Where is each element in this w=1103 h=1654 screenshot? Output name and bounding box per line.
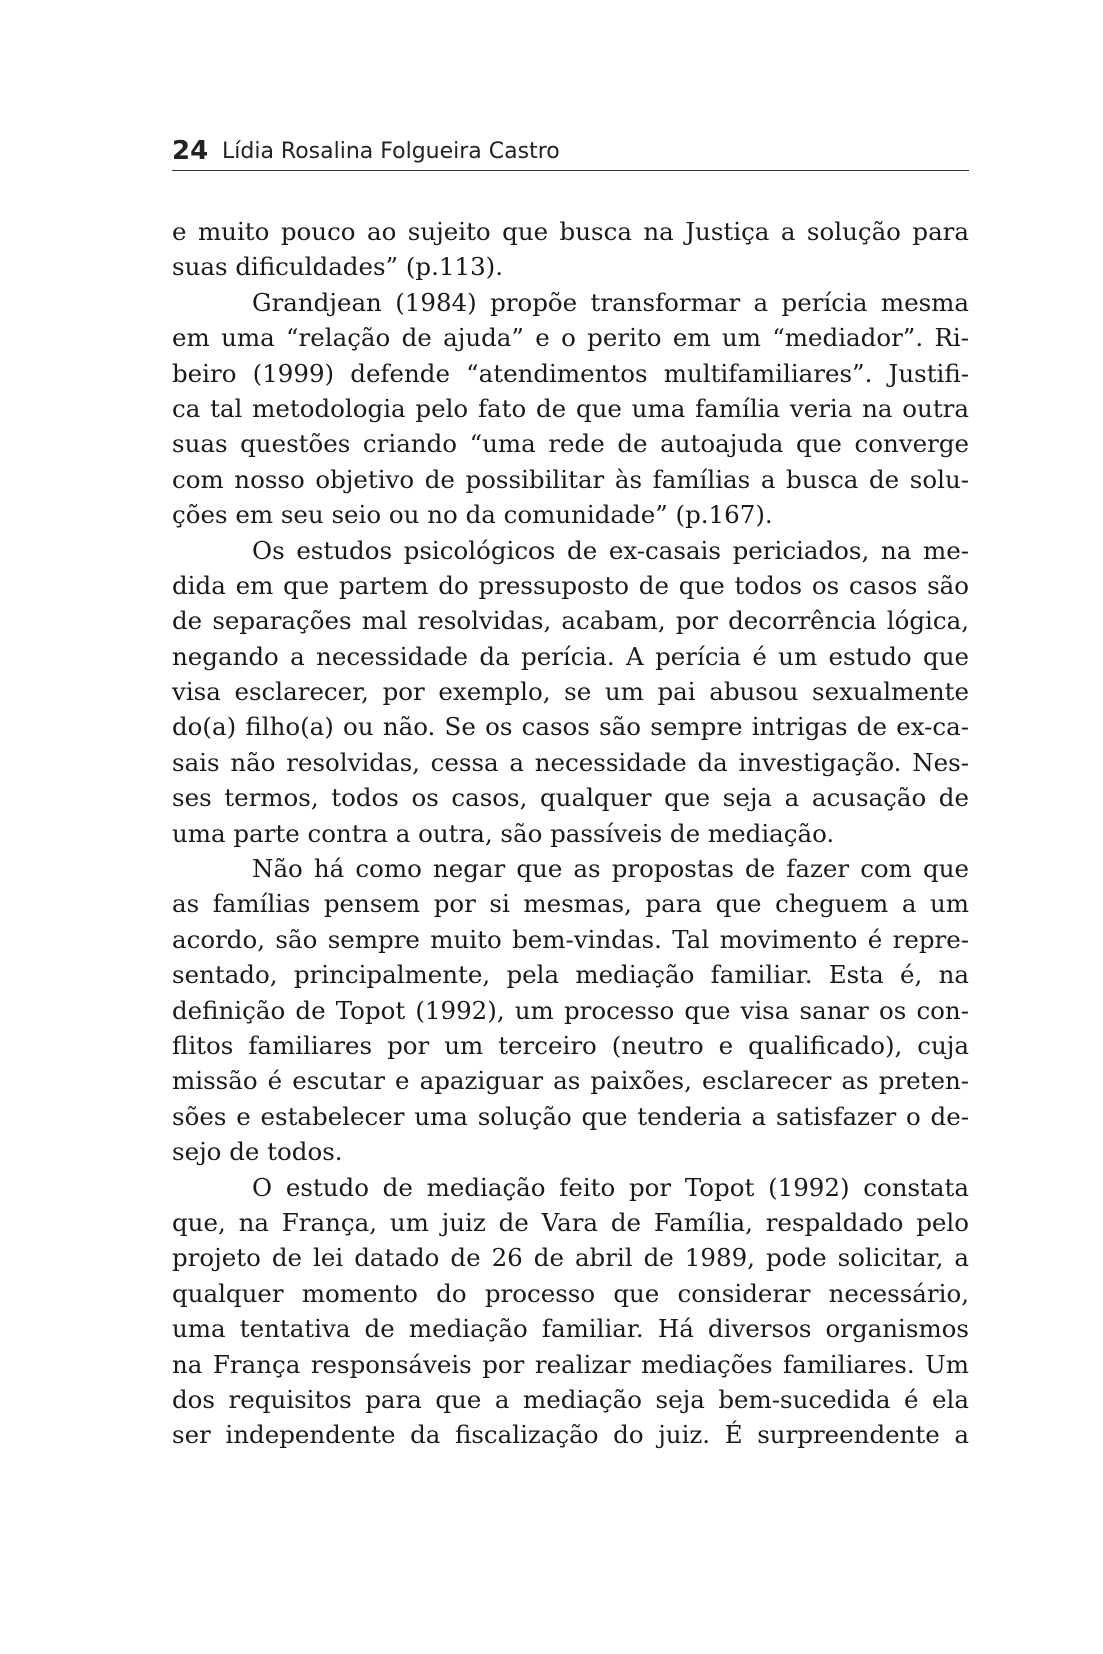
text-line: e muito pouco ao sujeito que busca na Justiça a solução para bbox=[172, 217, 969, 246]
body-text bbox=[172, 214, 969, 1453]
paragraph bbox=[172, 851, 969, 1170]
text-line: visa esclarecer, por exemplo, se um pai abusou sexualmente bbox=[172, 677, 969, 707]
text-line: de separações mal resolvidas, acabam, por decorrência lógica, bbox=[172, 606, 969, 636]
page-number: 24 bbox=[172, 136, 209, 166]
text-line: as famílias pensem por si mesmas, para que cheguem a um bbox=[172, 889, 969, 919]
text-line: dos requisitos para que a mediação seja bem-sucedida é ela bbox=[172, 1384, 969, 1414]
text-line: na França responsáveis por realizar mediações familiares. Um bbox=[172, 1349, 969, 1379]
text-line: acordo, são sempre muito bem-vindas. Tal movimento é repre- bbox=[172, 924, 969, 954]
running-head bbox=[172, 136, 969, 171]
text-line: sais não resolvidas, cessa a necessidade da investigação. Nes- bbox=[172, 747, 969, 777]
text-line: ses termos, todos os casos, qualquer que seja a acusação de bbox=[172, 783, 969, 813]
text-line: sentado, principalmente, pela mediação familiar. Esta é, na bbox=[172, 960, 969, 990]
text-line: ções em seu seio ou no da comunidade” (p.167). bbox=[172, 500, 773, 530]
text-line: definição de Topot (1992), um processo que visa sanar os con- bbox=[172, 995, 969, 1025]
text-line: beiro (1999) defende “atendimentos multifamiliares”. Justifi- bbox=[172, 358, 969, 388]
paragraph bbox=[172, 1170, 969, 1453]
text-line: em uma “relação de ajuda” e o perito em um “mediador”. Ri- bbox=[172, 323, 969, 353]
paragraph bbox=[172, 214, 969, 285]
text-line: flitos familiares por um terceiro (neutro e qualificado), cuja bbox=[172, 1030, 969, 1060]
text-line: dida em que partem do pressuposto de que todos os casos são bbox=[172, 570, 969, 600]
paragraph bbox=[172, 533, 969, 852]
text-line: suas questões criando “uma rede de autoajuda que converge bbox=[172, 429, 969, 459]
text-line: ser independente da fiscalização do juiz. É surpreendente a bbox=[172, 1420, 969, 1450]
text-line: sejo de todos. bbox=[172, 1137, 343, 1167]
text-line: com nosso objetivo de possibilitar às famílias a busca de solu- bbox=[172, 464, 969, 494]
text-line: sões e estabelecer uma solução que tenderia a satisfazer o de- bbox=[172, 1101, 969, 1131]
paragraph bbox=[172, 285, 969, 533]
text-line: uma parte contra a outra, são passíveis de mediação. bbox=[172, 818, 835, 848]
text-line: qualquer momento do processo que considerar necessário, bbox=[172, 1278, 969, 1308]
text-line: missão é escutar e apaziguar as paixões, esclarecer as preten- bbox=[172, 1066, 969, 1096]
text-line: uma tentativa de mediação familiar. Há diversos organismos bbox=[172, 1314, 969, 1344]
text-line: Os estudos psicológicos de ex-casais periciados, na me- bbox=[252, 535, 969, 565]
text-line: O estudo de mediação feito por Topot (1992) constata bbox=[252, 1172, 969, 1202]
running-head-author: Lídia Rosalina Folgueira Castro bbox=[222, 139, 560, 164]
text-line: suas dificuldades” (p.113). bbox=[172, 252, 504, 282]
text-line: negando a necessidade da perícia. A perícia é um estudo que bbox=[172, 641, 969, 671]
text-line: Grandjean (1984) propõe transformar a perícia mesma bbox=[252, 287, 969, 317]
text-line: do(a) filho(a) ou não. Se os casos são sempre intrigas de ex-ca- bbox=[172, 712, 969, 742]
text-line: que, na França, um juiz de Vara de Família, respaldado pelo bbox=[172, 1207, 969, 1237]
text-line: ca tal metodologia pelo fato de que uma família veria na outra bbox=[172, 393, 969, 423]
text-line: projeto de lei datado de 26 de abril de 1989, pode solicitar, a bbox=[172, 1243, 969, 1273]
text-line: Não há como negar que as propostas de fazer com que bbox=[252, 854, 969, 884]
